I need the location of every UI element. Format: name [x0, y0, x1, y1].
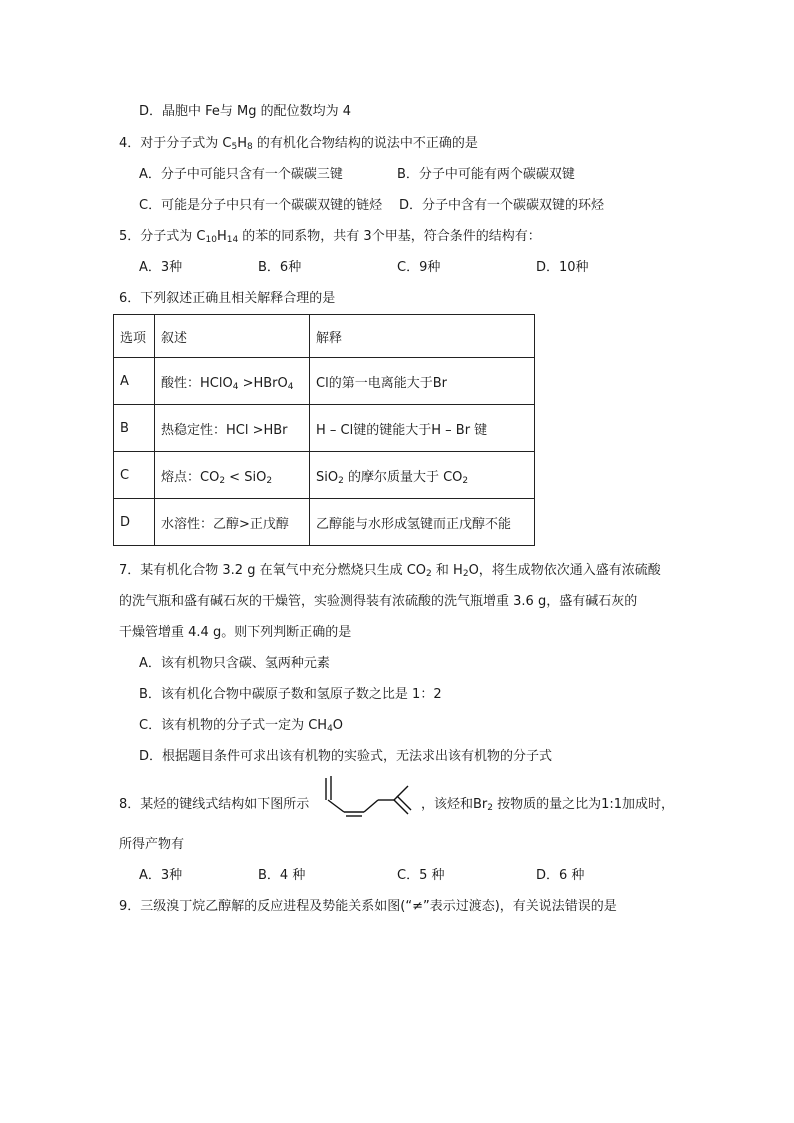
- q7-option-b: B．该有机化合物中碳原子数和氢原子数之比是 1：2: [139, 687, 442, 702]
- q4-option-a: A．分子中可能只含有一个碳碳三键: [139, 167, 343, 182]
- q7-option-c: C．该有机物的分子式一定为 $CH_4O$: [139, 718, 344, 734]
- q5-option-a: A．3种: [139, 260, 183, 275]
- q8-option-a: A．3种: [139, 868, 183, 883]
- q6-table: [113, 314, 535, 546]
- q8-stem-line2: 所得产物有: [119, 837, 185, 852]
- table-cell-option: D: [114, 499, 155, 546]
- q7-option-d: D．根据题目条件可求出该有机物的实验式，无法求出该有机物的分子式: [139, 749, 553, 764]
- q8-option-c: C．5 种: [397, 868, 445, 883]
- table-cell-statement: 水溶性：乙醇>正戊醇: [155, 499, 310, 546]
- q8-stem-part2: ，该烃和$Br_2$ 按物质的量之比为1:1加成时，: [421, 797, 675, 813]
- q5-option-d: D．10种: [536, 260, 589, 275]
- q9-stem: 9．三级溴丁烷乙醇解的反应进程及势能关系如图(“≠”表示过渡态)，有关说法错误的是: [119, 899, 617, 914]
- table-cell-explanation: H – Cl键的键能大于H – Br 键: [310, 405, 535, 452]
- table-cell-explanation: Cl的第一电离能大于Br: [310, 358, 535, 405]
- table-header-option: 选项: [114, 315, 155, 358]
- table-cell-statement: 酸性：HClO$_4$ >HBrO$_4$: [155, 358, 310, 405]
- table-cell-option: A: [114, 358, 155, 405]
- q4-stem: 4．对于分子式为 $C_5H_8$ 的有机化合物结构的说法中不正确的是: [119, 136, 478, 152]
- q6-stem: 6．下列叙述正确且相关解释合理的是: [119, 291, 336, 306]
- q7-stem-line2: 的洗气瓶和盛有碱石灰的干燥管，实验测得装有浓硫酸的洗气瓶增重 3.6 g，盛有碱石灰的: [119, 594, 638, 609]
- table-header-explanation: 解释: [310, 315, 535, 358]
- skeletal-structure-diagram: [322, 772, 416, 820]
- table-row: [114, 499, 535, 546]
- q5-option-c: C．9种: [397, 260, 441, 275]
- q8-option-b: B．4 种: [258, 868, 306, 883]
- q4-option-d: D．分子中含有一个碳碳双键的环烃: [399, 198, 605, 213]
- table-cell-statement: 热稳定性：HCl >HBr: [155, 405, 310, 452]
- table-row: [114, 358, 535, 405]
- q8-option-d: D．6 种: [536, 868, 585, 883]
- table-cell-option: B: [114, 405, 155, 452]
- q3-option-d: D．晶胞中 Fe与 Mg 的配位数均为 4: [139, 104, 352, 119]
- table-header-statement: 叙述: [155, 315, 310, 358]
- table-row: [114, 405, 535, 452]
- q7-stem-line3: 干燥管增重 4.4 g。则下列判断正确的是: [119, 625, 352, 640]
- table-cell-explanation: 乙醇能与水形成氢键而正戊醇不能: [310, 499, 535, 546]
- q5-option-b: B．6种: [258, 260, 302, 275]
- table-cell-option: C: [114, 452, 155, 499]
- q7-option-a: A．该有机物只含碳、氢两种元素: [139, 656, 330, 671]
- q4-option-b: B．分子中可能有两个碳碳双键: [397, 167, 575, 182]
- q8-stem-part1: 8．某烃的键线式结构如下图所示: [119, 797, 310, 812]
- q7-stem-line1: 7．某有机化合物 3.2 g 在氧气中充分燃烧只生成 $CO_2$ 和 $H_2O$，将生成物依次通入盛有浓硫酸: [119, 563, 661, 579]
- table-cell-statement: 熔点：$CO_2 < SiO_2$: [155, 452, 310, 499]
- table-row: [114, 452, 535, 499]
- q4-option-c: C．可能是分子中只有一个碳碳双键的链烃: [139, 198, 383, 213]
- table-header-row: [114, 315, 535, 358]
- table-cell-explanation: SiO$_2$ 的摩尔质量大于 $CO_2$: [310, 452, 535, 499]
- q5-stem: 5．分子式为 $C_{10}H_{14}$ 的苯的同系物，共有 3个甲基，符合条件的结构有：: [119, 229, 541, 245]
